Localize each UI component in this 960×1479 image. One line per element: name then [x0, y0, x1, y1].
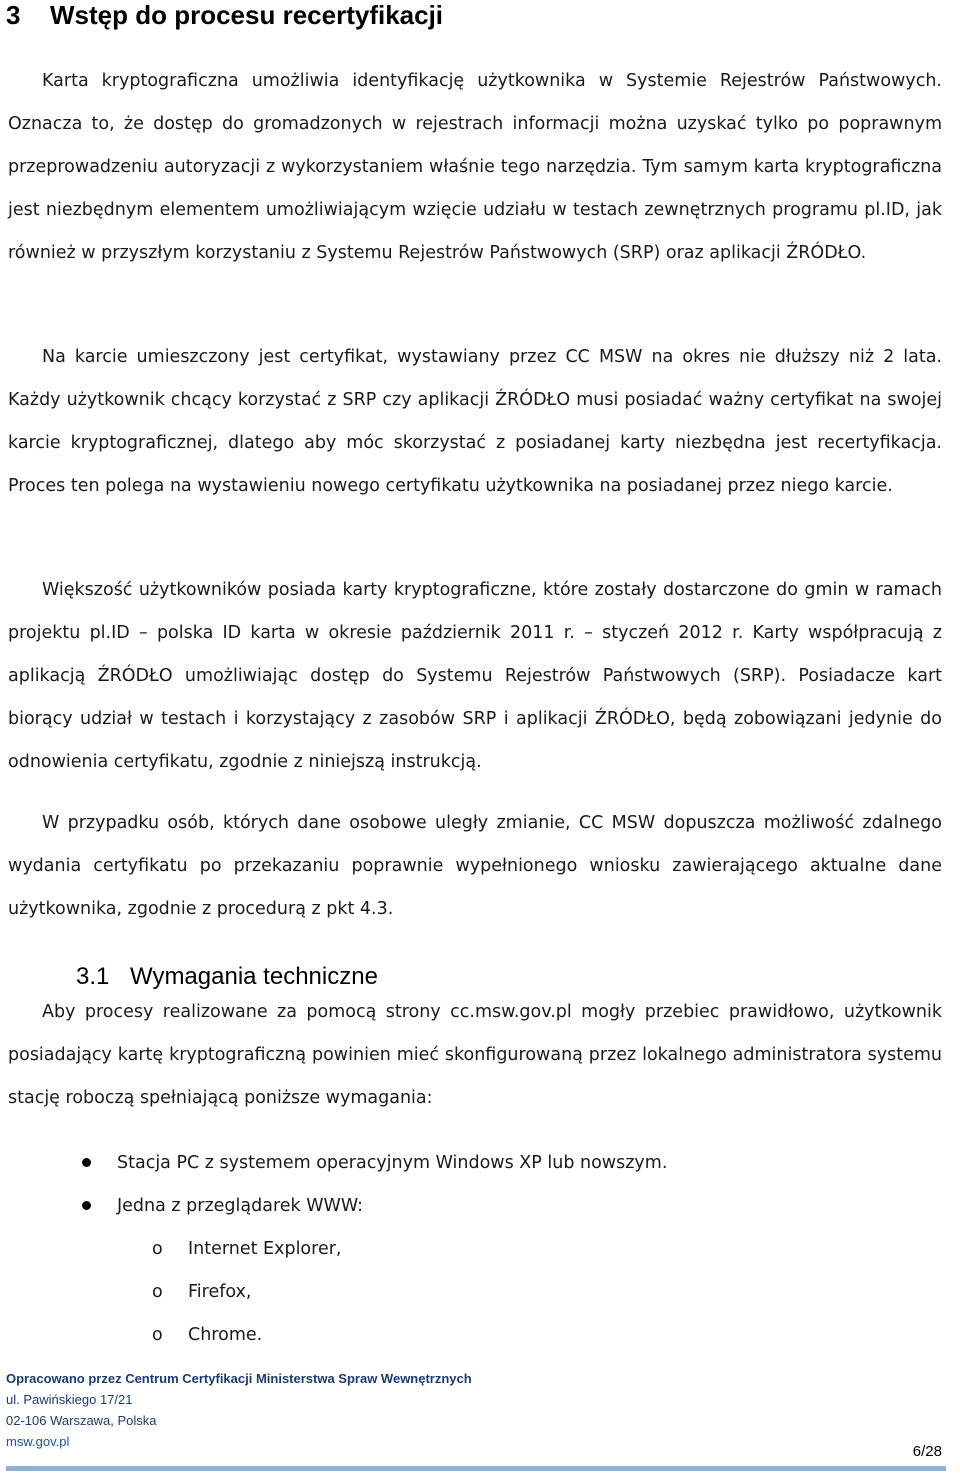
footer-divider — [6, 1466, 946, 1471]
section-title: Wstęp do procesu recertyfikacji — [50, 0, 444, 30]
circle-bullet-icon: o — [152, 1282, 163, 1302]
requirements-list — [0, 1142, 667, 1357]
list-item-browser: o Firefox, — [0, 1271, 667, 1314]
list-item-browser: o Internet Explorer, — [0, 1228, 667, 1271]
list-item: Stacja PC z systemem operacyjnym Windows XP lub nowszym. — [0, 1142, 667, 1185]
circle-bullet-icon: o — [152, 1239, 163, 1259]
subsection-number: 3.1 — [76, 963, 110, 990]
subsection-heading — [76, 960, 378, 994]
section-heading — [6, 0, 443, 30]
section-number: 3 — [6, 0, 21, 30]
footer-website-link[interactable]: msw.gov.pl — [6, 1434, 70, 1449]
list-item: Jedna z przeglądarek WWW: — [0, 1185, 667, 1228]
footer-city: 02-106 Warszawa, Polska — [6, 1413, 157, 1428]
list-item-browser: o Chrome. — [0, 1314, 667, 1357]
page-footer — [6, 1368, 472, 1452]
paragraph-data-change: W przypadku osób, których dane osobowe uległy zmianie, CC MSW dopuszcza możliwość zdalnego wydania certyfikatu po przekazaniu poprawnie wypełnionego wniosku zawierającego aktualne dane użytkownika, zgodnie z procedurą z pkt 4.3. — [8, 813, 942, 919]
page-number: 6/28 — [912, 1443, 942, 1460]
footer-org: Opracowano przez Centrum Certyfikacji Ministerstwa Spraw Wewnętrznych — [6, 1371, 472, 1386]
bullet-icon — [82, 1201, 91, 1210]
circle-bullet-icon: o — [152, 1325, 163, 1345]
footer-street: ul. Pawińskiego 17/21 — [6, 1392, 133, 1407]
paragraph-certificate: Na karcie umieszczony jest certyfikat, wystawiany przez CC MSW na okres nie dłuższy niż 2 lata. Każdy użytkownik chcący korzystać z SRP czy aplikacji ŹRÓDŁO musi posiadać ważny certyfikat na swojej karcie kryptograficznej, dlatego aby móc skorzystać z posiadanej karty niezbędna jest recertyfikacja. Proces ten polega na wystawieniu nowego certyfikatu użytkownika na posiadanej przez niego karcie. — [8, 347, 942, 496]
paragraph-users: Większość użytkowników posiada karty kryptograficzne, które zostały dostarczone do gmin w ramach projektu pl.ID – polska ID karta w okresie październik 2011 r. – styczeń 2012 r. Karty współpracują z aplikacją ŹRÓDŁO umożliwiając dostęp do Systemu Rejestrów Państwowych (SRP). Posiadacze kart biorący udział w testach i korzystający z zasobów SRP i aplikacji ŹRÓDŁO, będą zobowiązani jedynie do odnowienia certyfikatu, zgodnie z niniejszą instrukcją. — [8, 580, 942, 772]
subsection-title: Wymagania techniczne — [130, 963, 378, 990]
paragraph-requirements-intro: Aby procesy realizowane za pomocą strony cc.msw.gov.pl mogły przebiec prawidłowo, użytkownik posiadający kartę kryptograficzną powinien mieć skonfigurowaną przez lokalnego administratora systemu stację roboczą spełniającą poniższe wymagania: — [8, 1002, 942, 1108]
bullet-icon — [82, 1158, 91, 1167]
paragraph-intro: Karta kryptograficzna umożliwia identyfikację użytkownika w Systemie Rejestrów Państwowych. Oznacza to, że dostęp do gromadzonych w rejestrach informacji można uzyskać tylko po poprawnym przeprowadzeniu autoryzacji z wykorzystaniem właśnie tego narzędzia. Tym samym karta kryptograficzna jest niezbędnym elementem umożliwiającym wzięcie udziału w testach zewnętrznych programu pl.ID, jak również w przyszłym korzystaniu z Systemu Rejestrów Państwowych (SRP) oraz aplikacji ŹRÓDŁO. — [8, 71, 942, 263]
